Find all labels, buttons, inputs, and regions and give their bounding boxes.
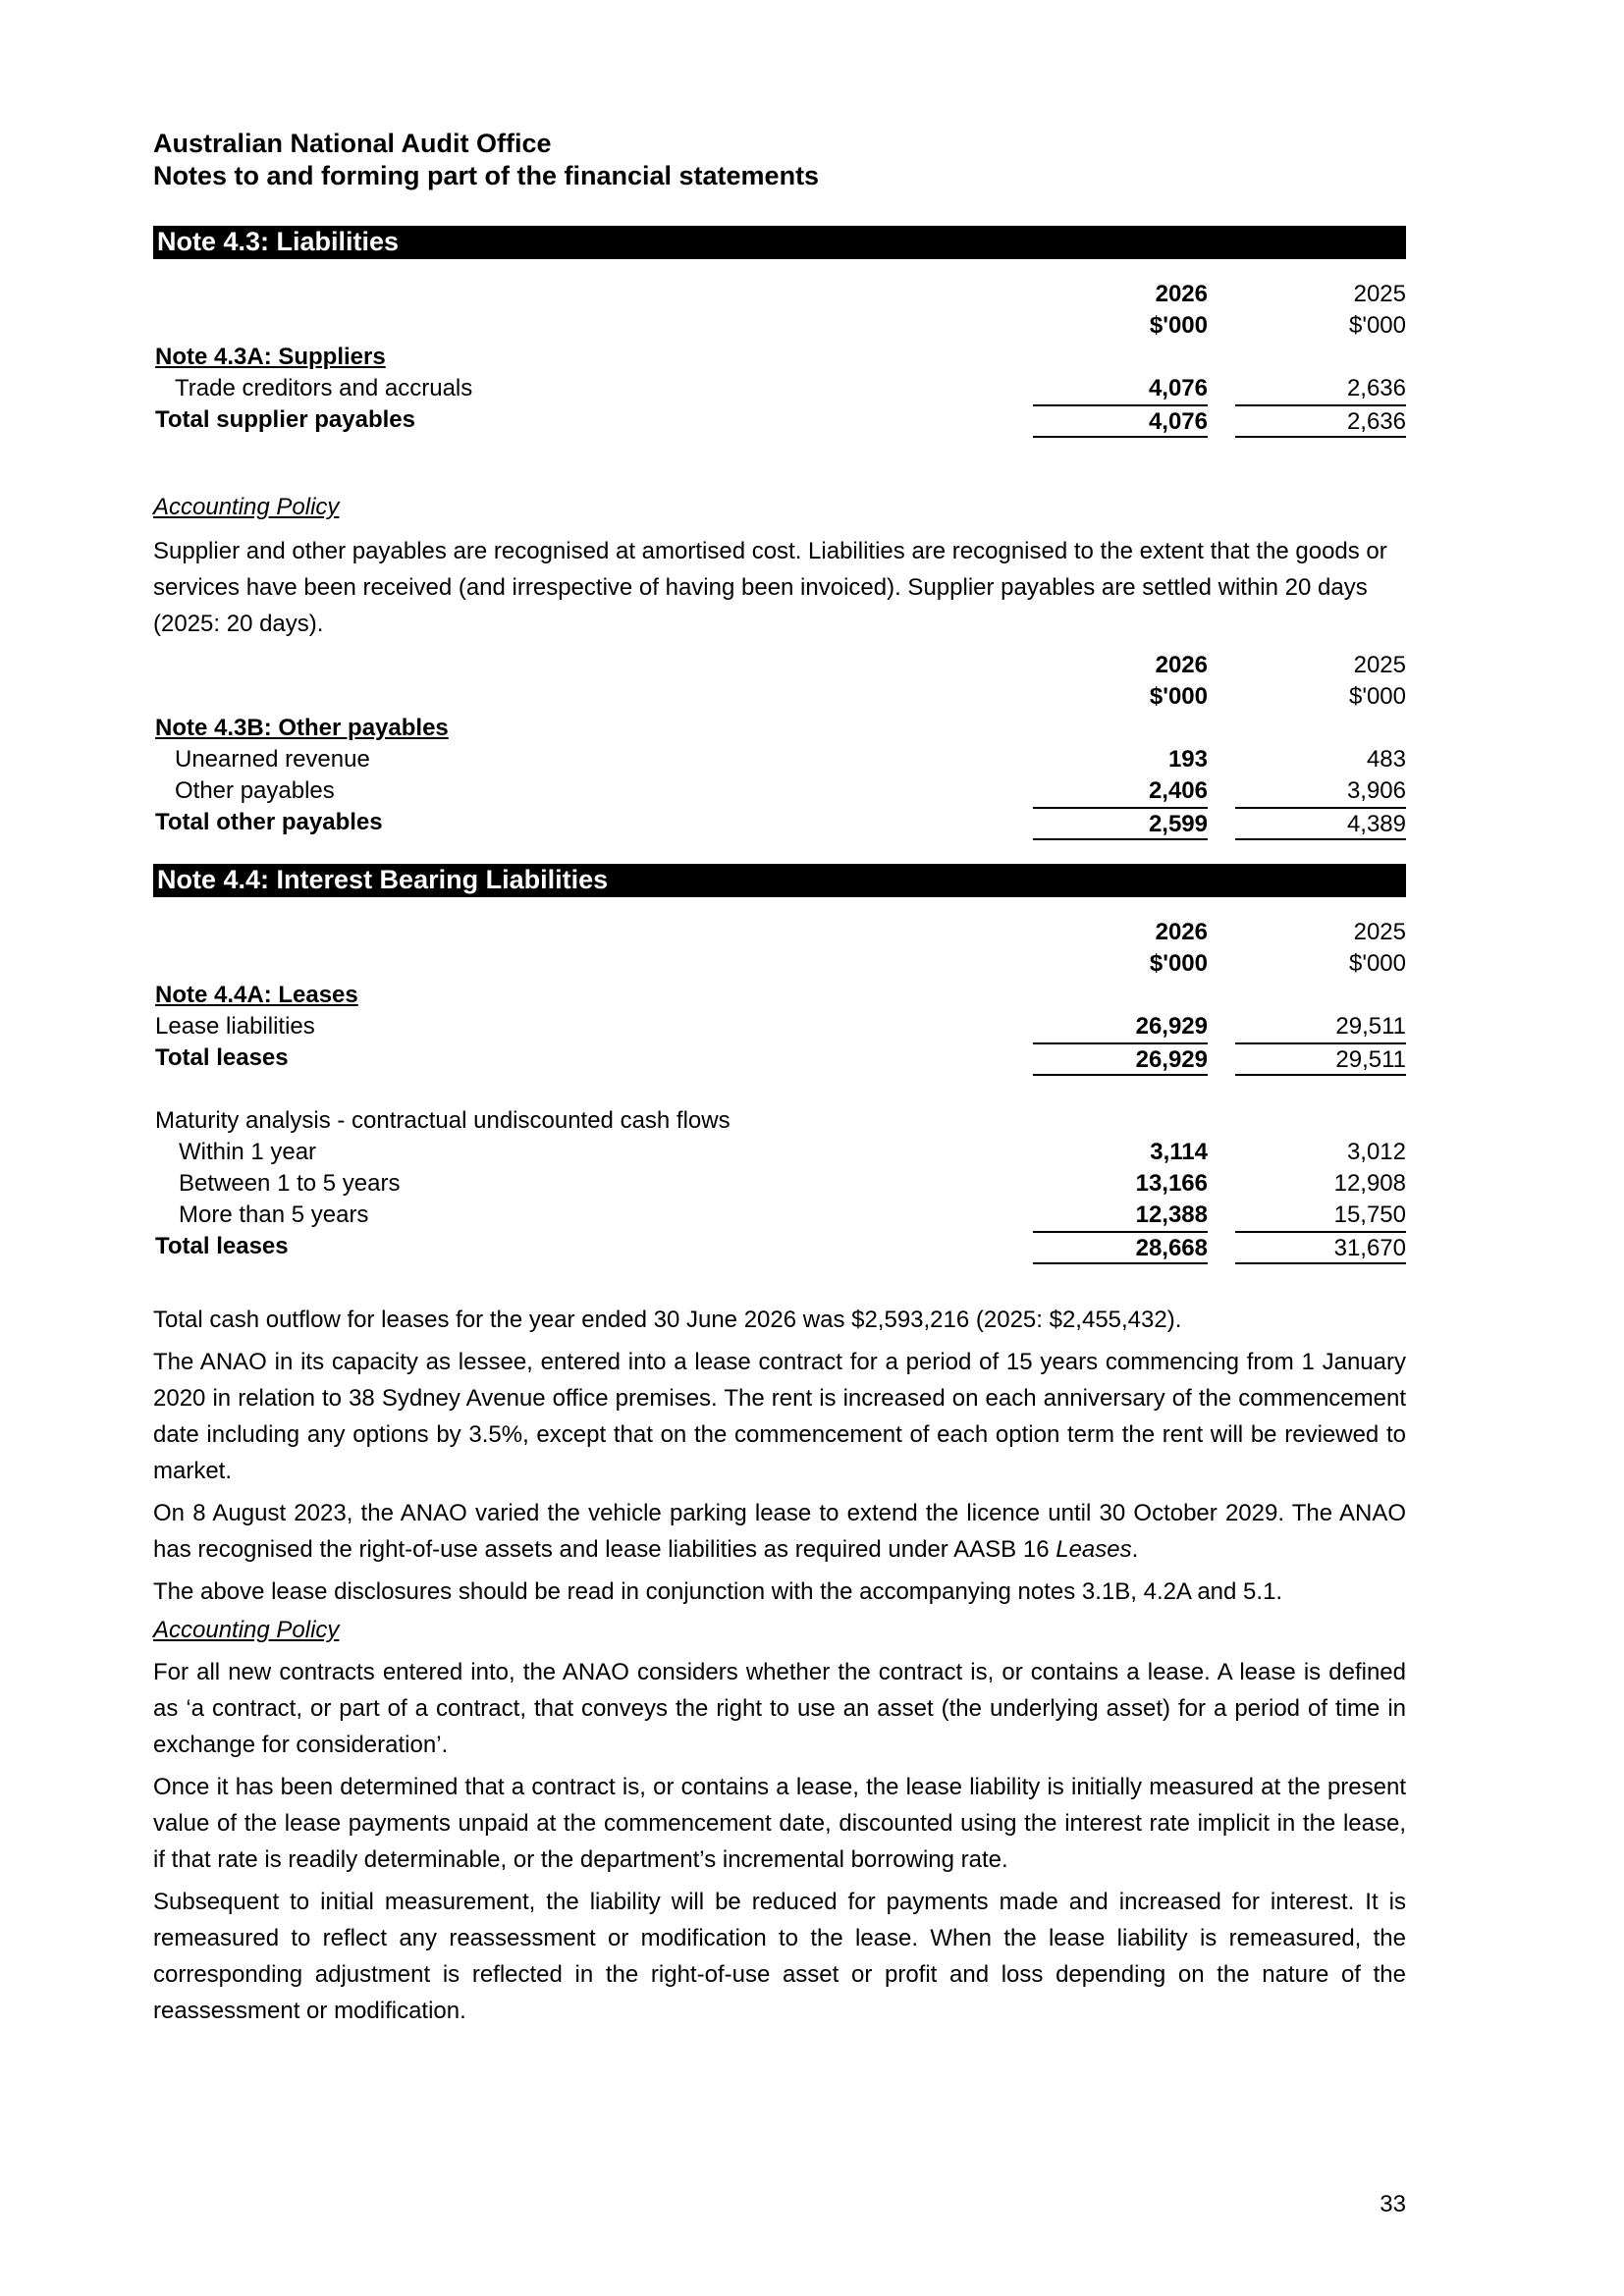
maturity-heading: Maturity analysis - contractual undiscounted cash flows	[155, 1107, 731, 1134]
table-row: More than 5 years 12,388 15,750	[179, 1201, 1406, 1228]
unit-current: $'000	[1149, 312, 1208, 339]
table-row: Within 1 year 3,114 3,012	[179, 1139, 1406, 1165]
table-row: Trade creditors and accruals 4,076 2,636	[175, 375, 1406, 401]
table-row: Between 1 to 5 years 13,166 12,908	[179, 1170, 1406, 1197]
note-4-4-heading: Note 4.4: Interest Bearing Liabilities	[153, 864, 1406, 897]
lease-measurement-text: Once it has been determined that a contract is, or contains a lease, the lease liability is initially measured at the present value of the lease payments unpaid at the commencement date, discounted using the interest rate implicit in the lease, if that rate is readily determinable, or the department’s incremental borrowing rate.	[153, 1774, 1406, 1873]
supplier-policy-text: Supplier and other payables are recognised at amortised cost. Liabilities are recognised to the extent that the goods or services have been received (and irrespective of having been invoiced). Supplier payables are settled within 20 days (2025: 20 days).	[153, 538, 1387, 637]
total-row: Total supplier payables 4,076 2,636	[153, 404, 1406, 436]
report-org: Australian National Audit Office	[153, 129, 552, 158]
note-4-3b-title: Note 4.3B: Other payables	[155, 715, 449, 741]
lease-contract-text: The ANAO in its capacity as lessee, entered into a lease contract for a period of 15 years commencing from 1 January 2020 in relation to 38 Sydney Avenue office premises. The rent is increased on each anniversary of the commencement date including any options by 3.5%, except that on the commencement of each option term the rent will be reviewed to market.	[153, 1349, 1406, 1484]
year-prior: 2025	[1353, 281, 1406, 307]
note-4-3a-title: Note 4.3A: Suppliers	[155, 344, 386, 370]
note-4-3a-table	[153, 279, 1406, 436]
disclosure-reference-text: The above lease disclosures should be read in conjunction with the accompanying notes 3.1B, 4.2A and 5.1.	[153, 1578, 1283, 1605]
accounting-policy-heading: Accounting Policy	[153, 1617, 340, 1643]
cash-outflow-text: Total cash outflow for leases for the year ended 30 June 2026 was $2,593,216 (2025: $2,455,432).	[153, 1307, 1182, 1333]
note-4-3b-table: 2026 2025 $'000 $'000 Note 4.3B: Other payables Unearned revenue 193 483 Other payables 2,406 3,906 Total other payables 2,599 4,389	[153, 650, 1406, 838]
page-number: 33	[1380, 2191, 1406, 2217]
total-row: Total other payables 2,599 4,389	[153, 807, 1406, 838]
note-4-3-heading: Note 4.3: Liabilities	[153, 226, 1406, 259]
parking-lease-text: On 8 August 2023, the ANAO varied the vehicle parking lease to extend the licence until 30 October 2029. The ANAO has recognised the right-of-use assets and lease liabilities as required under AASB 16 Leases.	[153, 1500, 1406, 1563]
unit-prior: $'000	[1349, 312, 1406, 339]
accounting-policy-heading: Accounting Policy	[153, 494, 340, 520]
total-row: Total leases 28,668 31,670	[153, 1231, 1406, 1262]
subsequent-measurement-text: Subsequent to initial measurement, the liability will be reduced for payments made and increased for interest. It is remeasured to reflect any reassessment or modification to the lease. When the lease liability is remeasured, the corresponding adjustment is reflected in the right-of-use asset or profit and loss depending on the nature of the reassessment or modification.	[153, 1889, 1406, 2024]
lease-definition-text: For all new contracts entered into, the ANAO considers whether the contract is, or contains a lease. A lease is defined as ‘a contract, or part of a contract, that conveys the right to use an asset (the underlying asset) for a period of time in exchange for consideration’.	[153, 1659, 1406, 1758]
year-current: 2026	[1155, 281, 1208, 307]
page	[153, 128, 1406, 2029]
table-row: Unearned revenue 193 483	[175, 746, 1406, 773]
table-row: Lease liabilities 26,929 29,511	[155, 1013, 1406, 1040]
note-4-4a-title: Note 4.4A: Leases	[155, 982, 358, 1008]
total-row: Total leases 26,929 29,511	[153, 1042, 1406, 1074]
table-row: Other payables 2,406 3,906	[175, 777, 1406, 804]
report-subtitle: Notes to and forming part of the financial statements	[153, 161, 820, 190]
note-4-4a-table: 2026 2025 $'000 $'000 Note 4.4A: Leases Lease liabilities 26,929 29,511 Total leases 26,929 29,511 Maturity analysis - contractual undiscounted cash flows Within 1 year 3,114 3,012 Between 1 to 5 years 13,166 12,908 More than 5 years 12,388 15,750 Total leases 28,668 31,670	[153, 917, 1406, 1262]
